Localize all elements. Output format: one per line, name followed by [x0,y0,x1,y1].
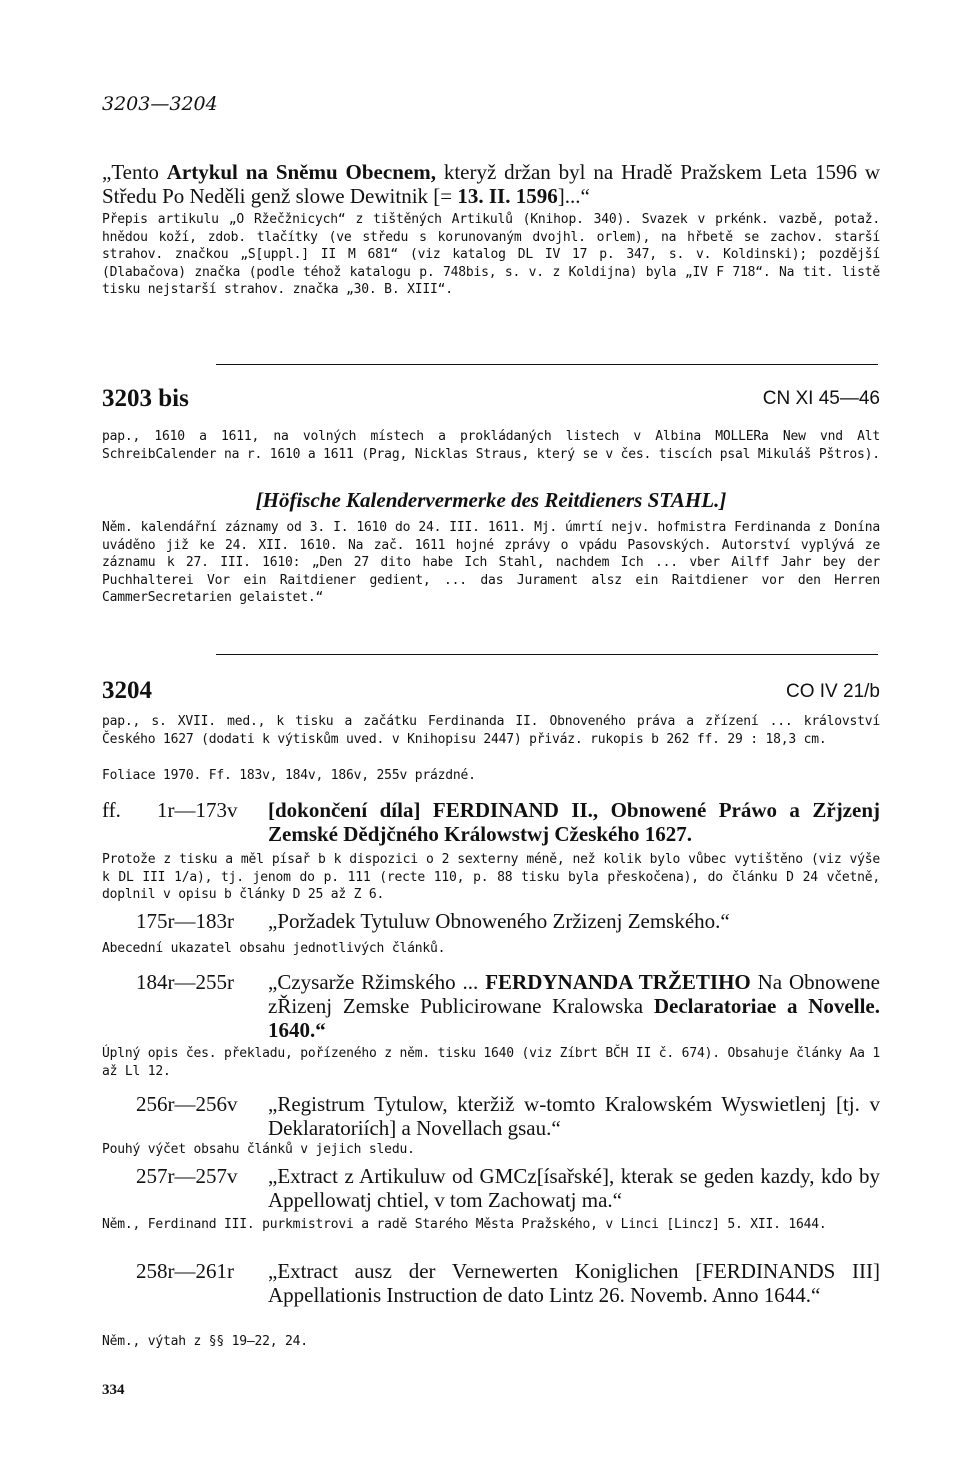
folio-range: 256r—256v [136,1092,238,1116]
folio-prefix: ff. [102,798,121,822]
item-title: „Extract ausz der Vernewerten Koniglichen [FERDINANDS III] Appellationis Instruction de dato Lintz 26. Novemb. Anno 1644.“ [268,1259,880,1307]
item-note: Protože z tisku a měl písař b k dispozici o 2 sexterny méně, než kolik bylo vůbec vytištěno (viz výše k DL III 1/a), tj. jenom do p. 111 (recte 110, p. 88 tisku byla přeskočena), do článku D 24 včetně, doplnil v opisu b články D 25 až Z 6. [102,852,880,903]
item-title: „Poržadek Tytuluw Obnoweného Zržizenj Zemského.“ [268,909,730,933]
item-note: Abecední ukazatel obsahu jednotlivých článků. [102,941,446,956]
manuscript-description: pap., 1610 a 1611, na volných místech a prokládaných listech v Albina MOLLERa New vnd Alt SchreibCalender na r. 1610 a 1611 (Prag, Nicklas Straus, který se v čes. tiscích psal Mikuláš Pštros). [102,429,880,462]
entry-number: 3203 bis [102,385,189,412]
item-entry [102,798,880,848]
entry-3203-title: „Tento Artykul na Sněmu Obecnem, kteryž držan byl na Hradě Pražskem Leta 1596 w Středu Po Neděli genž slowe Dewitnik [= 13. II. 1596]...“ [102,160,880,208]
folio-range: 1r—173v [157,798,238,822]
folio-range: 184r—255r [136,970,234,994]
item-note: Pouhý výčet obsahu článků v jejich sledu. [102,1142,415,1157]
item-note: Úplný opis čes. překladu, pořízeného z něm. tisku 1640 (viz Zíbrt BČH II č. 674). Obsahuje články Aa 1 až Ll 12. [102,1046,880,1079]
item-note: Něm., výtah z §§ 19—22, 24. [102,1334,308,1349]
folio-range: 257r—257v [136,1164,238,1188]
running-header: 3203—3204 [102,93,218,115]
section-divider [216,654,878,655]
item-title: „Extract z Artikuluw od GMCz[ísařské], kterak se geden kazdy, kdo by Appellowatj chtiel, v tom Zachowatj ma.“ [268,1164,880,1212]
item-entry [102,1164,880,1214]
item-title: [dokončení díla] FERDINAND II., Obnowené Práwo a Zřjzenj Zemské Dědjčného Králowstwj Cžeského 1627. [268,798,880,846]
item-title: „Czysarže Ržimského ... FERDYNANDA TRŽETIHO Na Obnowene zŘizenj Zemske Publicirowane Kralowska Declaratoriae a Novelle. 1640.“ [268,970,880,1042]
item-entry [102,970,880,1044]
work-title: [Höfische Kalendervermerke des Reitdieners STAHL.] [255,488,727,512]
page-number: 334 [102,1382,125,1398]
item-entry [102,909,880,935]
foliation-note: Foliace 1970. Ff. 183v, 184v, 186v, 255v prázdné. [102,768,476,783]
folio-range: 258r—261r [136,1259,234,1283]
shelf-signature: CN XI 45—46 [762,388,880,409]
item-entry [102,1092,880,1142]
shelf-signature: CO IV 21/b [786,681,880,702]
entry-number: 3204 [102,677,152,704]
content-note: Něm. kalendářní záznamy od 3. I. 1610 do 24. III. 1611. Mj. úmrtí nejv. hofmistra Ferdinanda z Donína uváděno již ke 24. XII. 1610. Na zač. 1611 hojné zprávy o vpádu Pasovských. Autorství vyplývá ze záznamu k 27. III. 1610: „Den 27 dito habe Ich Stahl, nachdem Ich ... vber Ailff Jahr bey der Puchhalterei Vor ein Raitdiener gedient, ... das Jurament alsz ein Raitdiener vor den Herren CammerSecretarien gelaistet.“ [102,520,880,606]
item-title: „Registrum Tytulow, kteržiž w-tomto Kralowském Wyswietlenj [tj. v Deklaratoriích] a Novellach gsau.“ [268,1092,880,1140]
section-divider [216,364,878,365]
item-entry [102,1259,880,1333]
manuscript-description: pap., s. XVII. med., k tisku a začátku Ferdinanda II. Obnoveného práva a zřízení ... království Českého 1627 (dodati k výtiskům uved. v Knihopisu 2447) přiváz. rukopis b 262 ff. 29 : 18,3 cm. [102,714,880,747]
folio-range: 175r—183r [136,909,234,933]
entry-3203-note: Přepis artikulu „O Ržečžnicych“ z tištěných Artikulů (Knihop. 340). Svazek v prkénk. vazbě, potaž. hnědou koží, zdob. tlačítky (ve středu s korunovaným dvojhl. orlem), na hřbetě se zachov. starší strahov. značkou „S[uppl.] II M 681“ (viz katalog DL IV 17 p. 347, s. v. Koldinski); pozdější (Dlabačova) značka (podle téhož katalogu p. 748bis, s. v. z Koldijna) byla „IV F 718“. Na tit. listě tisku nejstarší strahov. značka „30. B. XIII“. [102,212,880,298]
item-note: Něm., Ferdinand III. purkmistrovi a radě Starého Města Pražského, v Linci [Lincz] 5. XII. 1644. [102,1217,827,1232]
